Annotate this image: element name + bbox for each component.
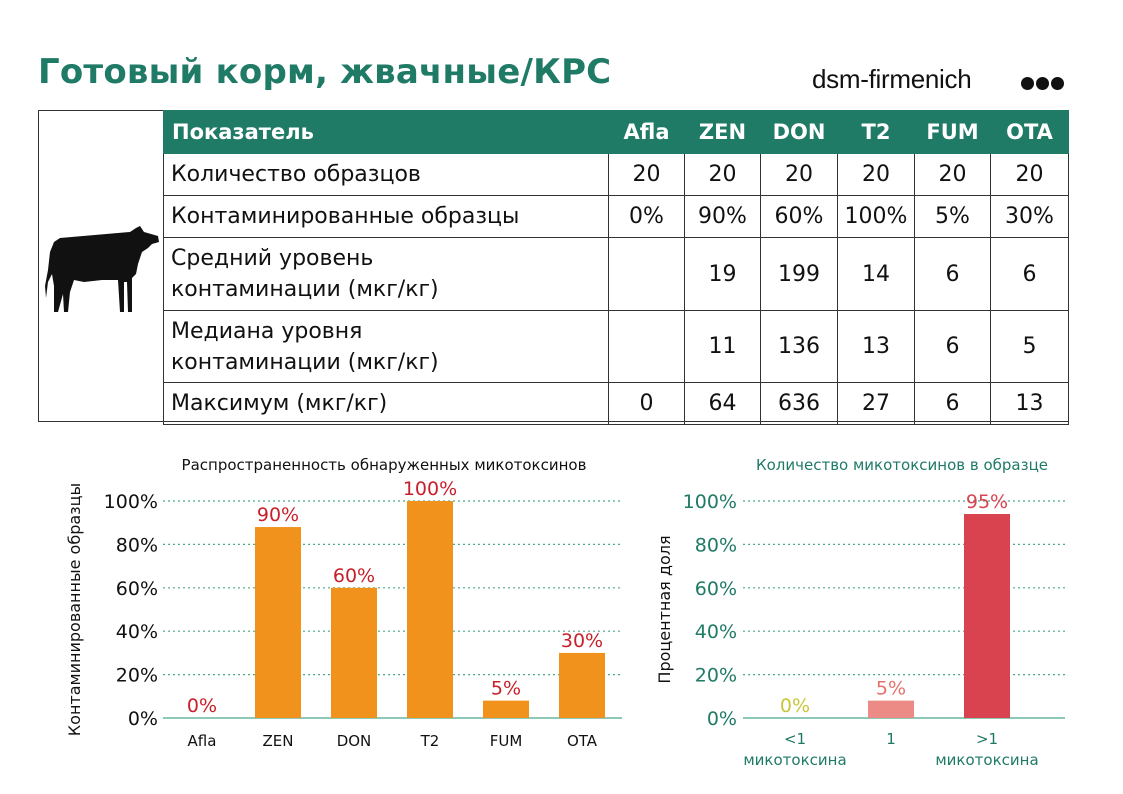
- x-tick-label: <1: [783, 730, 807, 748]
- row-label: Медиана уровня контаминации (мкг/кг): [164, 311, 609, 383]
- cow-icon: [44, 222, 160, 318]
- y-axis-label: Контаминированные образцы: [65, 482, 84, 737]
- y-tick-label: 0%: [127, 708, 158, 730]
- table-cell: 20: [838, 154, 915, 196]
- data-label: 100%: [402, 478, 458, 500]
- y-tick-label: 20%: [115, 664, 158, 687]
- x-tick-label: DON: [336, 732, 372, 750]
- table-cell: [609, 311, 685, 383]
- x-tick-label: микотоксина: [935, 751, 1039, 769]
- bar: [559, 653, 605, 718]
- bar: [407, 501, 453, 718]
- table-cell: 14: [838, 238, 915, 311]
- y-tick-label: 80%: [115, 534, 158, 557]
- data-label: 0%: [186, 695, 218, 717]
- table-cell: 6: [915, 238, 991, 311]
- page-title: Готовый корм, жвачные/КРС: [38, 52, 612, 92]
- x-tick-label: OTA: [566, 732, 598, 750]
- table-cell: 20: [609, 154, 685, 196]
- x-tick-label: T2: [420, 732, 440, 750]
- table-cell: 11: [685, 311, 761, 383]
- x-tick-label: микотоксина: [743, 751, 847, 769]
- table-cell: 199: [761, 238, 838, 311]
- table-cell: 6: [915, 383, 991, 425]
- y-tick-label: 20%: [694, 664, 737, 687]
- row-label: Средний уровень контаминации (мкг/кг): [164, 238, 609, 311]
- mycotoxin-table: [163, 110, 1069, 425]
- header-cell-indicator: Показатель: [164, 111, 609, 154]
- table-row: [164, 238, 1069, 311]
- header-cell-fum: FUM: [915, 111, 991, 154]
- chart-title: Распространенность обнаруженных микотоксинов: [181, 456, 587, 474]
- x-tick-label: Afla: [187, 732, 217, 750]
- table-cell: 30%: [991, 196, 1069, 238]
- header-cell-afla: Afla: [609, 111, 685, 154]
- table-cell: 13: [991, 383, 1069, 425]
- y-axis-label: Процентная доля: [655, 535, 674, 684]
- data-label: 60%: [332, 564, 376, 587]
- x-tick-label: FUM: [489, 732, 523, 750]
- bar: [483, 701, 529, 718]
- bar: [255, 527, 301, 718]
- prevalence-chart: [0, 440, 640, 780]
- table-cell: 20: [761, 154, 838, 196]
- table-cell: [609, 238, 685, 311]
- table-cell: 5%: [915, 196, 991, 238]
- table-cell: 60%: [761, 196, 838, 238]
- table-cell: 6: [915, 311, 991, 383]
- data-label: 0%: [779, 695, 811, 717]
- y-tick-label: 60%: [115, 577, 158, 600]
- y-tick-label: 40%: [694, 621, 737, 644]
- table-cell: 5: [991, 311, 1069, 383]
- bar: [868, 701, 914, 718]
- data-label: 30%: [560, 629, 604, 652]
- bar: [331, 588, 377, 718]
- table-cell: 6: [991, 238, 1069, 311]
- table-cell: 20: [685, 154, 761, 196]
- row-label: Максимум (мкг/кг): [164, 383, 609, 425]
- row-label: Количество образцов: [164, 154, 609, 196]
- chart-title: Количество микотоксинов в образце: [755, 456, 1049, 474]
- y-tick-label: 40%: [115, 621, 158, 644]
- y-tick-label: 100%: [682, 491, 737, 513]
- table-row: [164, 311, 1069, 383]
- table-row: [164, 383, 1069, 425]
- header-cell-don: DON: [761, 111, 838, 154]
- table-cell: 19: [685, 238, 761, 311]
- data-label: 90%: [256, 504, 300, 527]
- data-label: 5%: [490, 677, 522, 700]
- table-row: [164, 196, 1069, 238]
- table-cell: 20: [991, 154, 1069, 196]
- x-tick-label: 1: [886, 730, 896, 748]
- data-label: 95%: [965, 491, 1009, 514]
- row-label: Контаминированные образцы: [164, 196, 609, 238]
- table-cell: 20: [915, 154, 991, 196]
- table-header-row: [164, 111, 1069, 154]
- x-tick-label: >1: [975, 730, 999, 748]
- table-cell: 636: [761, 383, 838, 425]
- x-tick-label: ZEN: [262, 732, 294, 750]
- y-tick-label: 60%: [694, 577, 737, 600]
- table-cell: 0%: [609, 196, 685, 238]
- table-cell: 90%: [685, 196, 761, 238]
- table-cell: 27: [838, 383, 915, 425]
- mycotoxin-count-chart: [640, 440, 1123, 780]
- table-cell: 100%: [838, 196, 915, 238]
- table-cell: 0: [609, 383, 685, 425]
- header-cell-zen: ZEN: [685, 111, 761, 154]
- y-tick-label: 100%: [103, 491, 158, 513]
- table-cell: 136: [761, 311, 838, 383]
- brand-logo-text: dsm-firmenich: [812, 64, 972, 94]
- y-tick-label: 80%: [694, 534, 737, 557]
- table-row: [164, 154, 1069, 196]
- table-cell: 64: [685, 383, 761, 425]
- brand-dots-icon: [1021, 75, 1066, 94]
- header-cell-ota: OTA: [991, 111, 1069, 154]
- table-cell: 13: [838, 311, 915, 383]
- data-label: 5%: [875, 677, 907, 700]
- bar: [964, 514, 1010, 718]
- y-tick-label: 0%: [706, 708, 737, 730]
- header-cell-t2: T2: [838, 111, 915, 154]
